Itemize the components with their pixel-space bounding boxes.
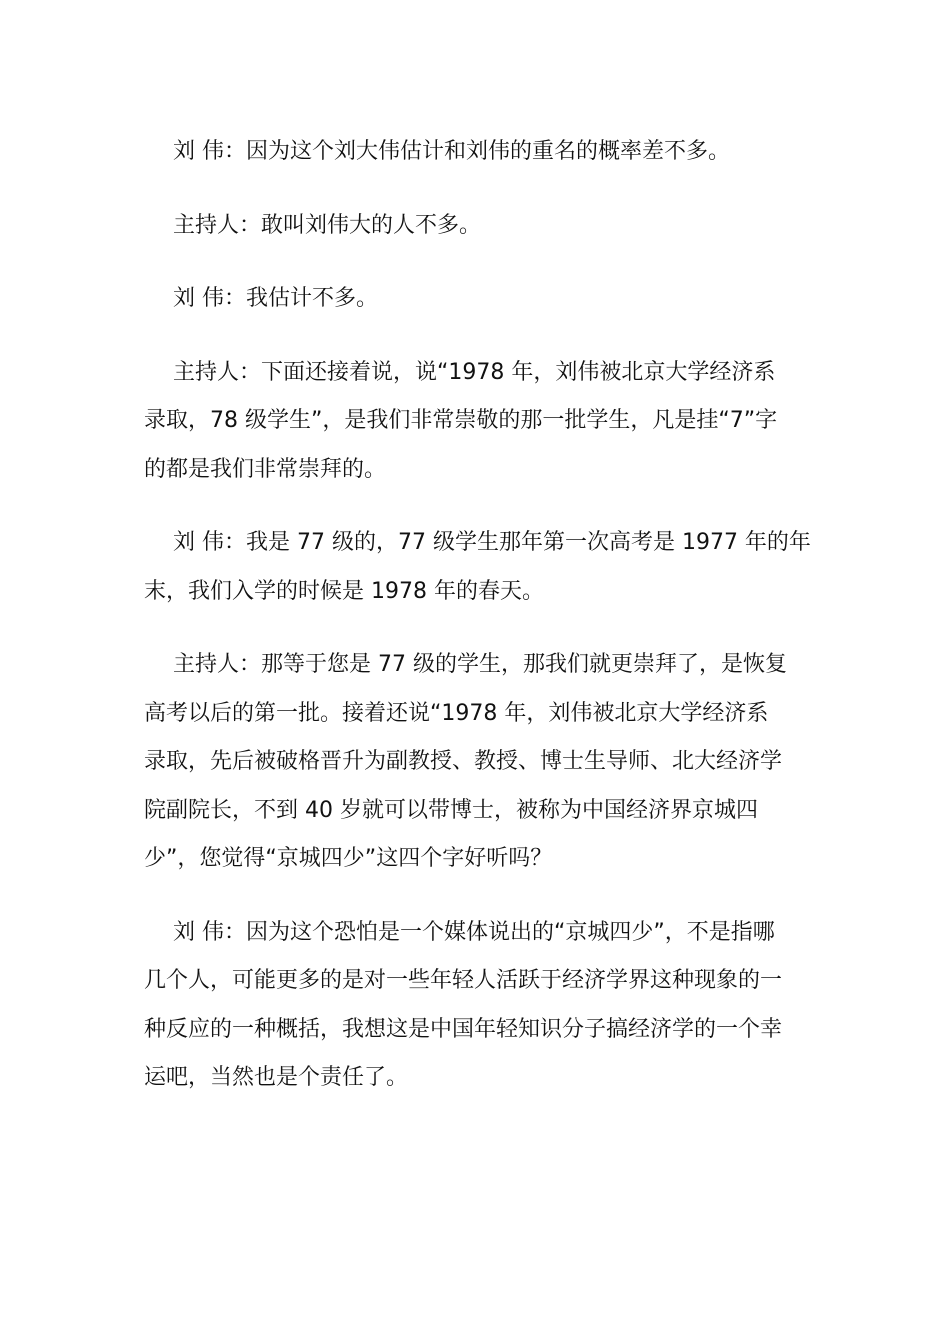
paragraph-line: 刘 伟：我估计不多。 [173,286,378,311]
paragraph-line: 刘 伟：我是 77 级的，77 级学生那年第一次高考是 1977 年的年 [173,530,811,555]
paragraph [144,349,812,495]
paragraph-line: 高考以后的第一批。接着还说“1978 年，刘伟被北京大学经济系 [144,700,769,726]
paragraph [144,909,812,1103]
paragraph-line: 主持人：敢叫刘伟大的人不多。 [173,212,482,238]
paragraph-line: 院副院长，不到 40 岁就可以带博士，被称为中国经济界京城四 [144,797,758,823]
paragraph-line: 刘 伟：因为这个刘大伟估计和刘伟的重名的概率差不多。 [173,139,730,164]
paragraph [144,275,812,324]
paragraph-line: 刘 伟：因为这个恐怕是一个媒体说出的“京城四少”，不是指哪 [173,919,775,945]
paragraph [144,202,812,251]
paragraph-line: 运吧，当然也是个责任了。 [144,1065,409,1090]
paragraph-line: 录取，先后被破格晋升为副教授、教授、博士生导师、北大经济学 [144,749,783,774]
paragraph [144,128,812,177]
paragraph-line: 几个人，可能更多的是对一些年轻人活跃于经济学界这种现象的一 [144,968,783,993]
paragraph [144,519,812,616]
document-body [144,128,812,1128]
paragraph-line: 的都是我们非常崇拜的。 [144,456,387,482]
paragraph-line: 种反应的一种概括，我想这是中国年轻知识分子搞经济学的一个幸 [144,1016,783,1042]
paragraph-line: 末，我们入学的时候是 1978 年的春天。 [144,578,544,604]
paragraph-line: 主持人：下面还接着说，说“1978 年，刘伟被北京大学经济系 [173,359,776,385]
paragraph-line: 主持人：那等于您是 77 级的学生，那我们就更崇拜了，是恢复 [173,652,787,677]
paragraph-line: 录取，78 级学生”，是我们非常崇敬的那一批学生，凡是挂“7”字 [144,408,778,433]
paragraph [144,641,812,884]
paragraph-line: 少”，您觉得“京城四少”这四个字好听吗？ [144,846,553,871]
